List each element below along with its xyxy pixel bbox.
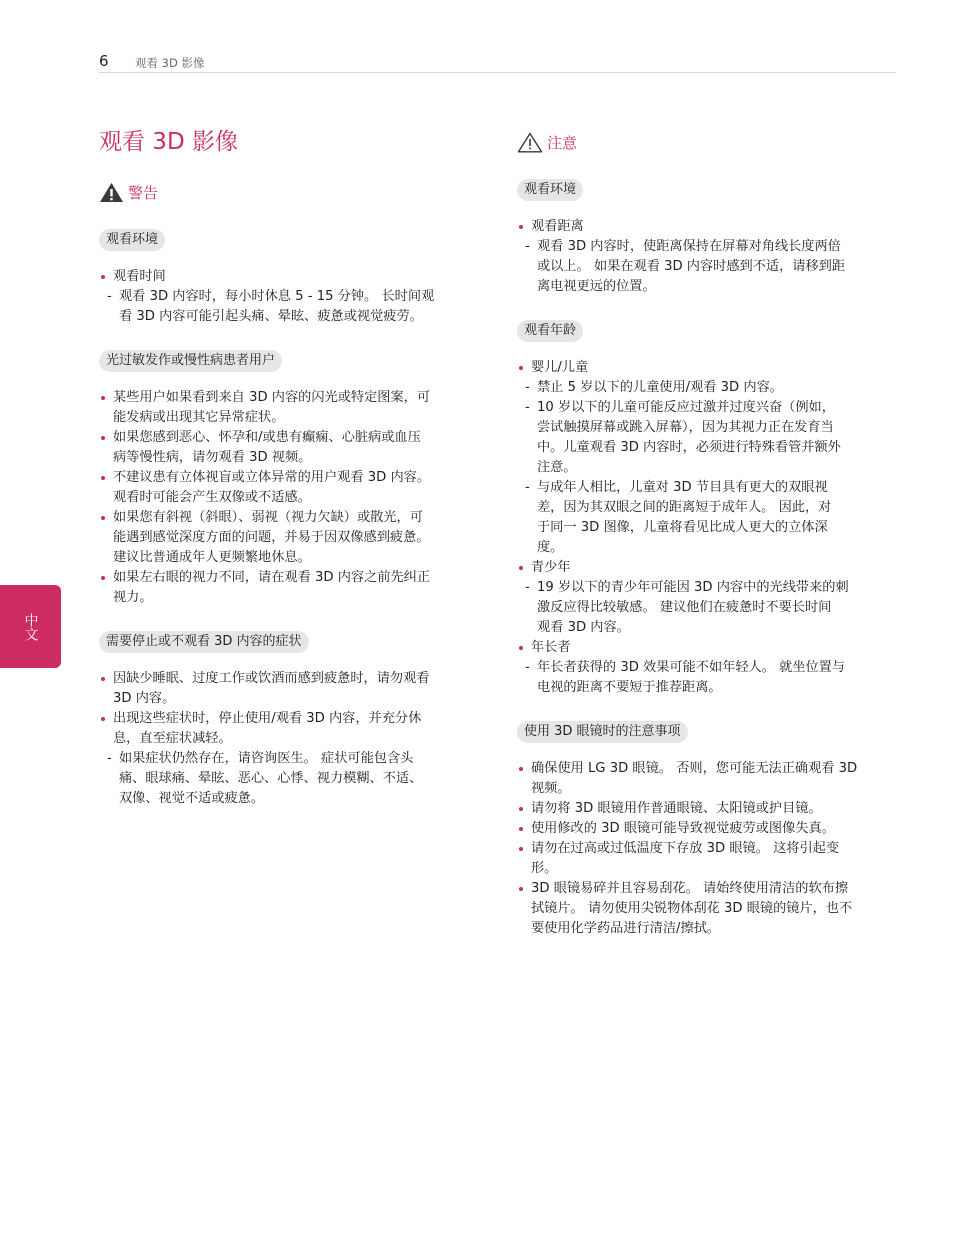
list-item: 请勿在过高或过低温度下存放 3D 眼镜。 这将引起变 形。	[517, 839, 899, 879]
caution-icon	[517, 132, 543, 153]
language-tab[interactable]: 中文	[0, 585, 61, 668]
running-header-title: 观看 3D 影像	[135, 56, 205, 70]
list-item: 如果左右眼的视力不同，请在观看 3D 内容之前先纠正 视力。	[99, 568, 477, 608]
photosensitive-list	[99, 388, 477, 608]
list-item: 如果您有斜视（斜眼）、弱视（视力欠缺）或散光，可 能遇到感觉深度方面的问题，并易于因双像感到疲惫。 建议比普通成年人更频繁地休息。	[99, 508, 477, 568]
3d-glasses-list	[517, 759, 899, 939]
section-pill-viewing-environment: 观看环境	[99, 229, 165, 251]
section-pill-viewing-environment-right: 观看环境	[517, 179, 583, 201]
list-item: 使用修改的 3D 眼镜可能导致视觉疲劳或图像失真。	[517, 819, 899, 839]
viewing-environment-list	[99, 267, 477, 327]
page-number: 6	[99, 52, 109, 70]
sub-item: - 禁止 5 岁以下的儿童使用/观看 3D 内容。	[525, 380, 783, 395]
sub-item: - 10 岁以下的儿童可能反应过激并过度兴奋（例如， 尝试触摸屏幕或跳入屏幕），因为其视力正在发育当 中。儿童观看 3D 内容时，必须进行特殊看管并额外 注意。	[525, 400, 841, 475]
list-item: 观看距离	[517, 217, 899, 237]
list-item: 观看时间	[99, 267, 477, 287]
viewing-distance-list	[517, 217, 899, 297]
sub-item: - 年长者获得的 3D 效果可能不如年轻人。 就坐位置与 电视的距离不要短于推荐距离。	[525, 660, 846, 695]
warning-heading	[99, 182, 158, 203]
list-item: 3D 眼镜易碎并且容易刮花。 请始终使用清洁的软布擦 拭镜片。 请勿使用尖锐物体刮花 3D 眼镜的镜片，也不 要使用化学药品进行清洁/擦拭。	[517, 879, 899, 939]
list-item: 婴儿/儿童	[517, 358, 899, 378]
list-item: 年长者	[517, 638, 899, 658]
list-item: 某些用户如果看到来自 3D 内容的闪光或特定图案，可 能发病或出现其它异常症状。	[99, 388, 477, 428]
list-item: 确保使用 LG 3D 眼镜。 否则，您可能无法正确观看 3D 视频。	[517, 759, 899, 799]
section-pill-photosensitive: 光过敏发作或慢性病患者用户	[99, 350, 282, 372]
sub-item: - 19 岁以下的青少年可能因 3D 内容中的光线带来的刺 激反应得比较敏感。 建议他们在疲惫时不要长时间 观看 3D 内容。	[525, 580, 849, 635]
header-divider	[99, 72, 896, 73]
sub-item: - 如果症状仍然存在，请咨询医生。 症状可能包含头 痛、眼球痛、晕眩、恶心、心悸、视力模糊、不适、 双像、视觉不适或疲惫。	[107, 751, 423, 806]
caution-label: 注意	[547, 134, 578, 152]
list-item: 出现这些症状时，停止使用/观看 3D 内容，并充分休 息，直至症状减轻。	[99, 709, 477, 749]
list-item: 因缺少睡眠、过度工作或饮酒而感到疲惫时，请勿观看 3D 内容。	[99, 669, 477, 709]
sub-item: - 观看 3D 内容时，使距离保持在屏幕对角线长度两倍 或以上。 如果在观看 3D 内容时感到不适，请移到距 离电视更远的位置。	[525, 239, 846, 294]
list-item: 不建议患有立体视盲或立体异常的用户观看 3D 内容。 观看时可能会产生双像或不适感。	[99, 468, 477, 508]
sub-item: - 与成年人相比，儿童对 3D 节目具有更大的双眼视 差，因为其双眼之间的距离短于成年人。 因此，对 于同一 3D 图像，儿童将看见比成人更大的立体深 度。	[525, 480, 832, 555]
warning-icon	[99, 182, 124, 203]
stop-symptoms-list	[99, 669, 477, 809]
section-pill-stop-symptoms: 需要停止或不观看 3D 内容的症状	[99, 631, 309, 653]
page-title: 观看 3D 影像	[99, 129, 238, 155]
viewing-age-list	[517, 358, 899, 698]
list-item: 青少年	[517, 558, 899, 578]
section-pill-3d-glasses: 使用 3D 眼镜时的注意事项	[517, 721, 688, 743]
sub-item: - 观看 3D 内容时，每小时休息 5 - 15 分钟。 长时间观 看 3D 内容可能引起头痛、晕眩、疲惫或视觉疲劳。	[107, 289, 435, 324]
section-pill-viewing-age: 观看年龄	[517, 320, 583, 342]
caution-heading	[517, 132, 577, 153]
list-item: 请勿将 3D 眼镜用作普通眼镜、太阳镜或护目镜。	[517, 799, 899, 819]
warning-label: 警告	[128, 184, 159, 202]
list-item: 如果您感到恶心、怀孕和/或患有癫痫、心脏病或血压 病等慢性病，请勿观看 3D 视频。	[99, 428, 477, 468]
